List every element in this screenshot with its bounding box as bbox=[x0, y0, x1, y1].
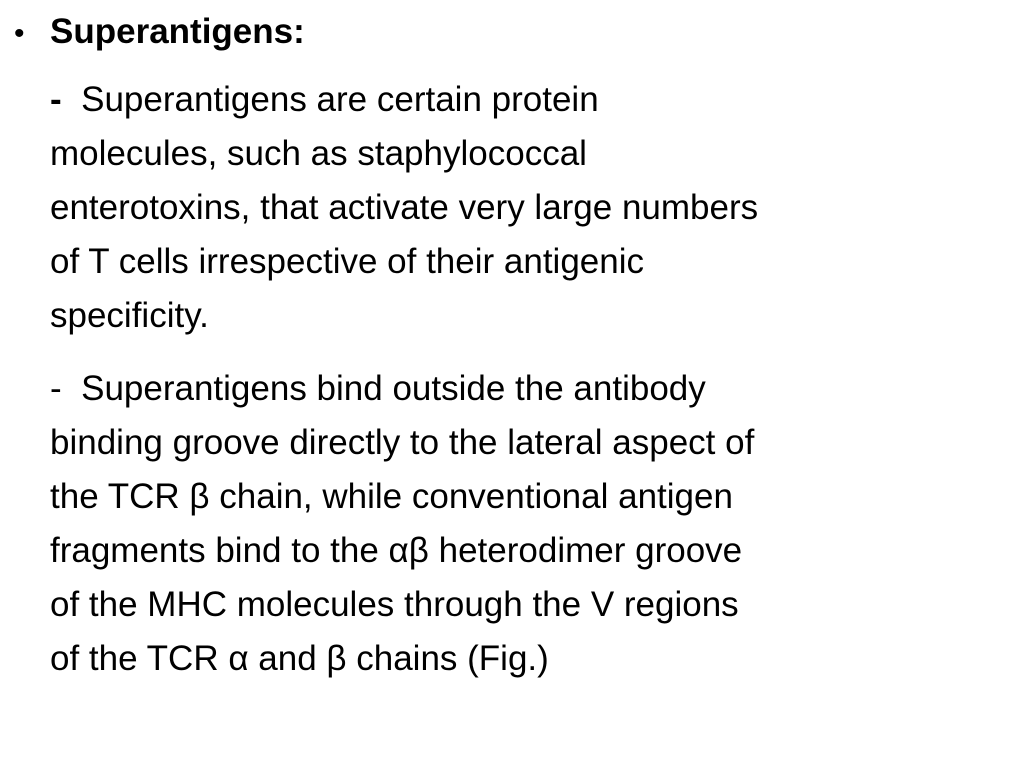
line-text: Superantigens are certain protein bbox=[81, 80, 599, 119]
paragraph-line: of the TCR α and β chains (Fig.) bbox=[50, 639, 549, 678]
paragraph-line: specificity. bbox=[50, 296, 209, 335]
paragraph-definition bbox=[50, 73, 1015, 343]
bullet-icon: • bbox=[14, 17, 25, 50]
dash-marker: - bbox=[50, 369, 62, 408]
line-text: Superantigens bind outside the antibody bbox=[81, 369, 706, 408]
paragraph-line bbox=[50, 73, 1015, 127]
paragraph-line: of T cells irrespective of their antigenic bbox=[50, 242, 644, 281]
paragraph-line: fragments bind to the αβ heterodimer groove bbox=[50, 531, 743, 570]
dash-marker: - bbox=[50, 80, 62, 119]
paragraph-line: binding groove directly to the lateral aspect of bbox=[50, 423, 755, 462]
slide-heading: Superantigens: bbox=[50, 12, 305, 51]
heading-bullet-row bbox=[14, 6, 305, 60]
paragraph-line: enterotoxins, that activate very large numbers bbox=[50, 188, 759, 227]
paragraph-line: of the MHC molecules through the V regions bbox=[50, 585, 739, 624]
paragraph-binding bbox=[50, 362, 1015, 686]
paragraph-line: the TCR β chain, while conventional antigen bbox=[50, 477, 733, 516]
paragraph-line bbox=[50, 362, 1015, 416]
paragraph-line: molecules, such as staphylococcal bbox=[50, 134, 587, 173]
